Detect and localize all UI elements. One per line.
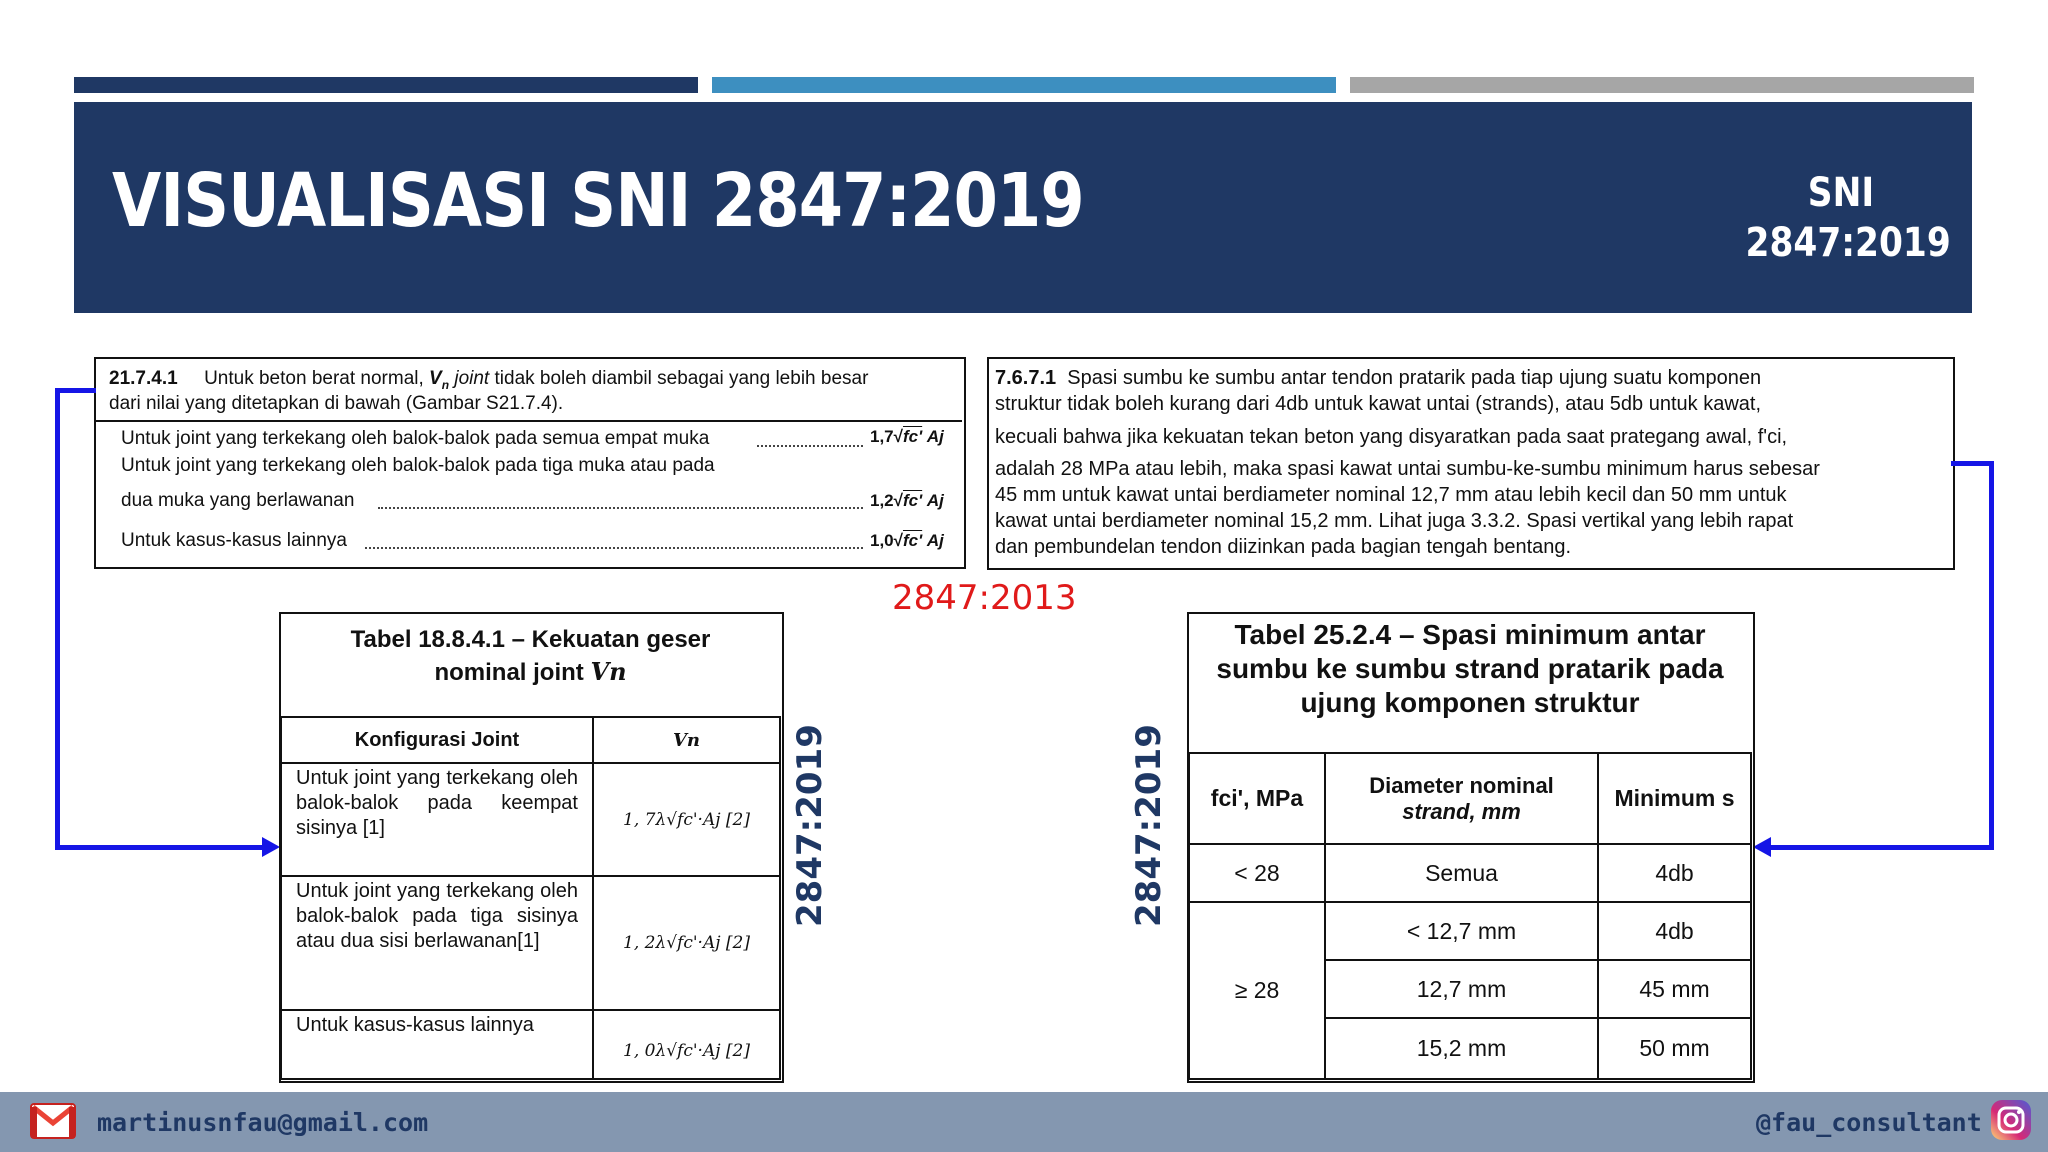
clause-7671-line2: struktur tidak boleh kurang dari 4db untuk kawat untai (strands), atau 5db untuk kawat,	[995, 393, 1761, 415]
arrow-left-connector	[55, 388, 96, 393]
standard-tag-line1: SNI	[1807, 170, 1875, 216]
arrow-right-connector	[1770, 845, 1994, 850]
standard-tag	[1745, 168, 1951, 268]
clause-21741-row3: Untuk kasus-kasus lainnya	[121, 530, 347, 551]
col-header-vn: Vn	[593, 717, 780, 763]
cell-minimum: 50 mm	[1598, 1018, 1751, 1079]
col-header-minimum: Minimum s	[1598, 753, 1751, 844]
clause-7671-number: 7.6.7.1	[995, 367, 1057, 389]
dot-leader	[365, 547, 863, 549]
table-row: Untuk kasus-kasus lainnya	[281, 1010, 593, 1079]
formula-cell: 1, 2λ√fc'·Aj [2]	[593, 876, 780, 1010]
label-2847-2019-left: 2847:2019	[790, 724, 830, 927]
top-bar-blue	[712, 77, 1336, 93]
clause-21741-row2a: Untuk joint yang terkekang oleh balok-balok pada tiga muka atau pada	[121, 455, 715, 476]
formula-cell: 1, 0λ√fc'·Aj [2]	[593, 1010, 780, 1079]
standard-tag-line2: 2847:2019	[1745, 220, 1951, 266]
footer-email[interactable]: martinusnfau@gmail.com	[97, 1108, 429, 1137]
top-bar-grey	[1350, 77, 1974, 93]
arrow-left-connector	[55, 388, 60, 850]
clause-21741-number: 21.7.4.1	[109, 368, 178, 389]
page-title: VISUALISASI SNI 2847:2019	[112, 158, 1084, 244]
col-header-konfigurasi: Konfigurasi Joint	[281, 717, 593, 763]
cell-diameter: Semua	[1325, 844, 1598, 902]
arrow-right-connector	[1989, 461, 1994, 850]
clause-21741-row3-value: 1,0√fc' Aj	[870, 531, 944, 550]
clause-7671-line1: 7.6.7.1 Spasi sumbu ke sumbu antar tendon pratarik pada tiap ujung suatu komponen	[995, 367, 1762, 389]
clause-7671-line6: kawat untai berdiameter nominal 15,2 mm. Lihat juga 3.3.2. Spasi vertikal yang lebih rapat	[995, 510, 1794, 532]
cell-minimum: 4db	[1598, 844, 1751, 902]
top-bar-navy	[74, 77, 698, 93]
cell-diameter: < 12,7 mm	[1325, 902, 1598, 960]
label-2847-2013: 2847:2013	[892, 578, 1077, 618]
cell-diameter: 12,7 mm	[1325, 960, 1598, 1018]
arrow-head-icon	[262, 837, 280, 857]
clause-21741-line2: dari nilai yang ditetapkan di bawah (Gambar S21.7.4).	[109, 393, 564, 414]
table-2524-grid	[1188, 752, 1752, 1080]
clause-21741-divider	[96, 420, 962, 422]
footer-handle[interactable]: @fau_consultant	[1756, 1108, 1982, 1137]
clause-21741-row1: Untuk joint yang terkekang oleh balok-balok pada semua empat muka	[121, 428, 710, 449]
label-2847-2019-right: 2847:2019	[1129, 724, 1169, 927]
arrow-head-icon	[1753, 837, 1771, 857]
clause-7671-line4: adalah 28 MPa atau lebih, maka spasi kawat untai sumbu-ke-sumbu minimum harus sebesar	[995, 458, 1820, 480]
table-18841-title: Tabel 18.8.4.1 – Kekuatan geser nominal joint Vn	[350, 626, 711, 686]
clause-7671-line3: kecuali bahwa jika kekuatan tekan beton yang disyaratkan pada saat prategang awal, f'ci,	[995, 426, 1788, 448]
col-header-diameter: Diameter nominal strand, mm	[1325, 753, 1598, 844]
cell-fci: < 28	[1189, 844, 1325, 902]
formula-cell: 1, 7λ√fc'·Aj [2]	[593, 763, 780, 876]
clause-21741-row2-value: 1,2√fc' Aj	[870, 491, 944, 510]
instagram-icon[interactable]	[1990, 1099, 2032, 1141]
dot-leader	[757, 445, 863, 447]
cell-diameter: 15,2 mm	[1325, 1018, 1598, 1079]
clause-7671-line7: dan pembundelan tendon diizinkan pada bagian tengah bentang.	[995, 536, 1572, 558]
table-18841-grid	[280, 716, 781, 1080]
dot-leader	[378, 507, 863, 509]
table-2524-title: Tabel 25.2.4 – Spasi minimum antar sumbu ke sumbu strand pratarik pada ujung komponen struktur	[1216, 619, 1724, 718]
clause-21741-row2b: dua muka yang berlawanan	[121, 490, 355, 511]
cell-minimum: 4db	[1598, 902, 1751, 960]
clause-7671-line5: 45 mm untuk kawat untai berdiameter nominal 12,7 mm atau lebih kecil dan 50 mm untuk	[995, 484, 1787, 506]
table-row: Untuk joint yang terkekang oleh balok-balok pada keempat sisinya [1]	[281, 763, 593, 876]
clause-21741-row1-value: 1,7√fc' Aj	[870, 427, 944, 446]
cell-minimum: 45 mm	[1598, 960, 1751, 1018]
arrow-left-connector	[55, 845, 265, 850]
clause-21741-line1: 21.7.4.1 Untuk beton berat normal, $V_n$ joint tidak boleh diambil sebagai yang lebih besar	[109, 368, 869, 392]
table-row: Untuk joint yang terkekang oleh balok-balok pada tiga sisinya atau dua sisi berlawanan[1]	[281, 876, 593, 1010]
arrow-right-connector	[1951, 461, 1994, 466]
gmail-icon[interactable]	[30, 1103, 76, 1139]
col-header-fci: fci', MPa	[1189, 753, 1325, 844]
cell-fci: ≥ 28	[1189, 902, 1325, 1079]
